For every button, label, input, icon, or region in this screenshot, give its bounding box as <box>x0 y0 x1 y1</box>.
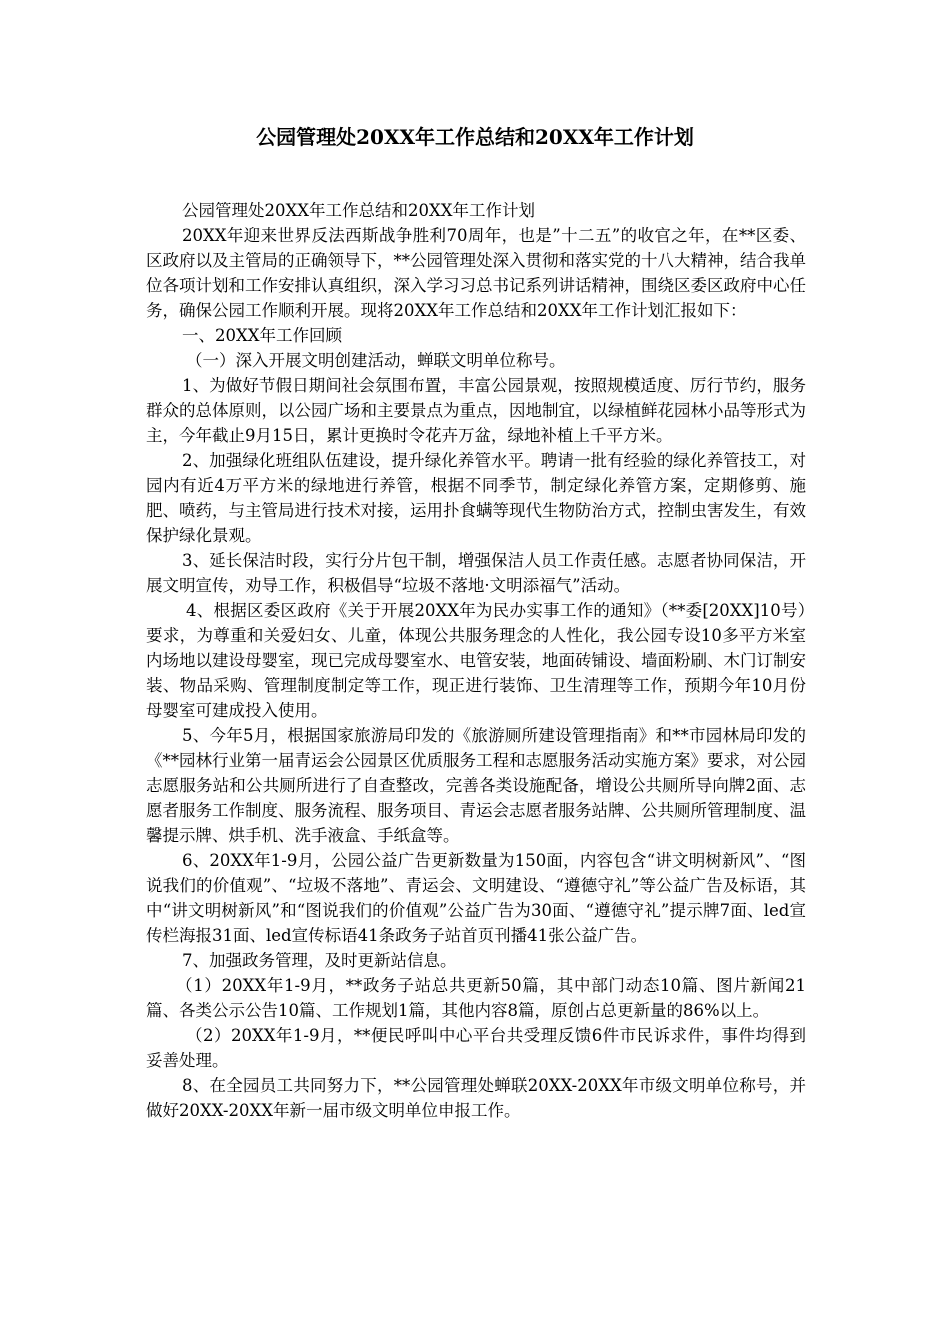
paragraph-item-8: 8、在全园员工共同努力下，**公园管理处蝉联20XX-20XX年市级文明单位称号，并做好20XX-20XX年新一届市级文明单位申报工作。 <box>146 1076 806 1120</box>
paragraph-item-2: 2、加强绿化班组队伍建设，提升绿化养管水平。聘请一批有经验的绿化养管技工，对园内有近4万平方米的绿地进行养管，根据不同季节，制定绿化养管方案，定期修剪、施肥、喷药，与主管局进行技术对接，运用扑食螨等现代生物防治方式，控制虫害发生，有效保护绿化景观。 <box>146 451 806 545</box>
paragraph-item-6: 6、20XX年1-9月，公园公益广告更新数量为150面，内容包含“讲文明树新风”、“图说我们的价值观”、“垃圾不落地”、青运会、文明建设、“遵德守礼”等公益广告及标语，其中“讲文明树新风”和“图说我们的价值观”公益广告为30面、“遵德守礼”提示牌7面、led宣传栏海报31面、led宣传标语41条政务子站首页刊播41张公益广告。 <box>146 851 806 945</box>
document-title: 公园管理处20XX年工作总结和20XX年工作计划 <box>256 125 694 149</box>
paragraph-item-5: 5、今年5月，根据国家旅游局印发的《旅游厕所建设管理指南》和**市园林局印发的《**园林行业第一届青运会公园景区优质服务工程和志愿服务活动实施方案》要求，对公园志愿服务站和公共厕所进行了自查整改，完善各类设施配备，增设公共厕所导向牌2面、志愿者服务工作制度、服务流程、服务项目、青运会志愿者服务站牌、公共厕所管理制度、温馨提示牌、烘手机、洗手液盒、手纸盒等。 <box>146 726 806 845</box>
document-body <box>146 198 806 1123</box>
paragraph-item-7: 7、加强政务管理，及时更新站信息。 <box>182 951 457 970</box>
paragraph-item-1: 1、为做好节假日期间社会氛围布置，丰富公园景观，按照规模适度、厉行节约，服务群众的总体原则，以公园广场和主要景点为重点，因地制宜，以绿植鲜花园林小品等形式为主，今年截止9月15日，累计更换时令花卉万盆，绿地补植上千平方米。 <box>146 376 806 445</box>
paragraph-item-7-2: （2）20XX年1-9月，**便民呼叫中心平台共受理反馈6件市民诉求件，事件均得到妥善处理。 <box>146 1026 806 1070</box>
section-heading-review: 一、20XX年工作回顾 <box>182 326 342 345</box>
subsection-heading-civilization: （一）深入开展文明创建活动，蝉联文明单位称号。 <box>186 351 566 370</box>
paragraph-repeat-title: 公园管理处20XX年工作总结和20XX年工作计划 <box>182 201 535 220</box>
paragraph-item-4: 4、根据区委区政府《关于开展20XX年为民办实事工作的通知》（**委[20XX]10号）要求，为尊重和关爱妇女、儿童，体现公共服务理念的人性化，我公园专设10多平方米室内场地以建设母婴室，现已完成母婴室水、电管安装，地面砖铺设、墙面粉刷、木门订制安装、物品采购、管理制度制定等工作，现正进行装饰、卫生清理等工作，预期今年10月份母婴室可建成投入使用。 <box>146 601 806 720</box>
paragraph-item-7-1: （1）20XX年1-9月，**政务子站总共更新50篇，其中部门动态10篇、图片新闻21篇、各类公示公告10篇、工作规划1篇，其他内容8篇，原创占总更新量的86%以上。 <box>146 976 806 1020</box>
paragraph-intro: 20XX年迎来世界反法西斯战争胜利70周年，也是”十二五”的收官之年，在**区委、区政府以及主管局的正确领导下，**公园管理处深入贯彻和落实党的十八大精神，结合我单位各项计划和工作安排认真组织，深入学习习总书记系列讲话精神，围绕区委区政府中心任务，确保公园工作顺利开展。现将20XX年工作总结和20XX年工作计划汇报如下： <box>146 226 806 320</box>
paragraph-item-3: 3、延长保洁时段，实行分片包干制，增强保洁人员工作责任感。志愿者协同保洁，开展文明宣传，劝导工作，积极倡导“垃圾不落地·文明添福气”活动。 <box>146 551 806 595</box>
